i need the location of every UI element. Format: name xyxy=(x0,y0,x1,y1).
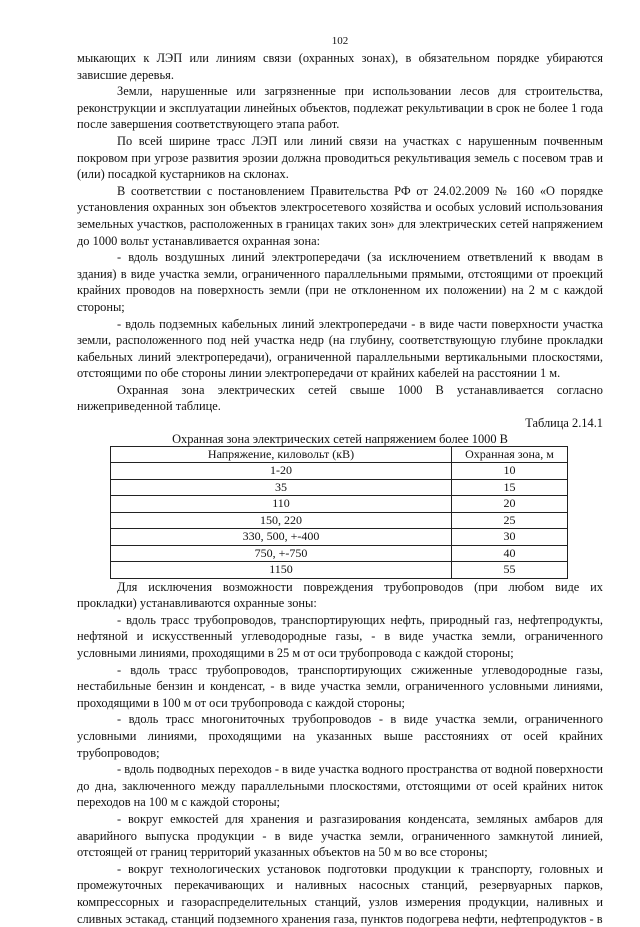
paragraph: Для исключения возможности повреждения трубопроводов (при любом виде их прокладки) устанавливаются охранные зоны: xyxy=(77,579,603,611)
list-item: - вокруг технологических установок подготовки продукции к транспорту, головных и промежуточных перекачивающих и наливных насосных станций, резервуарных парков, компрессорных и газораспределительных станций, узлов измерения продукции, наливных и сливных эстакад, станций подземного хранения газа, пунктов подогрева нефти, нефтепродуктов - в xyxy=(77,861,603,926)
column-header-zone: Охранная зона, м xyxy=(452,446,568,463)
list-item: - вдоль трасс трубопроводов, транспортирующих нефть, природный газ, нефтепродукты, нефтяной и искусственный углеводородные газы, - в виде участка земли, ограниченного условными линиями, проходящими в 25 м от оси трубопровода с каждой стороны; xyxy=(77,612,603,661)
paragraph: мыкающих к ЛЭП или линиям связи (охранных зонах), в обязательном порядке убираются зависшие деревья. xyxy=(77,51,603,82)
zone-cell: 30 xyxy=(452,529,568,546)
table-row xyxy=(111,496,568,513)
zone-cell: 25 xyxy=(452,512,568,529)
voltage-cell: 750, +-750 xyxy=(111,545,452,562)
list-item: - вдоль подводных переходов - в виде участка водного пространства от водной поверхности до дна, заключенного между параллельными плоскостями, отстоящими от осей крайних ниток переходов на 100 м с каждой стороны; xyxy=(77,762,603,810)
voltage-cell: 110 xyxy=(111,496,452,513)
table-row xyxy=(111,545,568,562)
paragraph: В соответствии с постановлением Правительства РФ от 24.02.2009 № 160 «О порядке установления охранных зон объектов электросетевого хозяйства и особых условий использования земельных участков, расположенных в границах таких зон» для электрических сетей напряжением до 1000 вольт устанавливается охранная зона: xyxy=(77,183,603,248)
list-item: - вдоль воздушных линий электропередачи (за исключением ответвлений к вводам в здания) в виде участка земли, ограниченного параллельными прямыми, отстоящими от проекций крайних проводов на поверхность земли (при не отклоненном их положении) на 2 м с каждой стороны; xyxy=(77,250,603,314)
voltage-cell: 150, 220 xyxy=(111,512,452,529)
voltage-cell: 1150 xyxy=(111,562,452,579)
table-row xyxy=(111,463,568,480)
table-row xyxy=(111,562,568,579)
paragraph: Земли, нарушенные или загрязненные при использовании лесов для строительства, реконструкции и эксплуатации линейных объектов, подлежат рекультивации в срок не более 1 года после завершения соответствующего этапа работ. xyxy=(77,84,603,132)
list-item: - вдоль трасс трубопроводов, транспортирующих сжиженные углеводородные газы, нестабильные бензин и конденсат, - в виде участка земли, ограниченного условными линиями, проходящими в 100 м от оси трубопровода с каждой стороны; xyxy=(77,662,603,710)
paragraph: По всей ширине трасс ЛЭП или линий связи на участках с нарушенным почвенным покровом при угрозе развития эрозии должна проводиться рекультивация земель с посевом трав и (или) посадкой кустарников на склонах. xyxy=(77,133,603,182)
table-row xyxy=(111,479,568,496)
table-label: Таблица 2.14.1 xyxy=(525,416,603,431)
table-row xyxy=(111,512,568,529)
list-item: - вдоль подземных кабельных линий электропередачи - в виде части поверхности участка земли, расположенного под ней участка недр (на глубину, соответствующую глубине прокладки кабельных линий электропередачи), ограниченной параллельными вертикальными плоскостями, отстоящими по обе стороны линии электропередачи от крайних кабелей на расстоянии 1 м. xyxy=(77,316,603,381)
zone-cell: 10 xyxy=(452,463,568,480)
table-row xyxy=(111,529,568,546)
paragraph: Охранная зона электрических сетей свыше 1000 В устанавливается согласно нижеприведенной таблице. xyxy=(77,382,603,414)
paragraphs-bottom xyxy=(77,579,603,927)
page-number: 102 xyxy=(331,35,349,47)
zone-cell: 20 xyxy=(452,496,568,513)
table-title: Охранная зона электрических сетей напряжением более 1000 В xyxy=(172,431,508,446)
table-header-row xyxy=(111,446,568,463)
zone-cell: 15 xyxy=(452,479,568,496)
protection-zone-table xyxy=(110,446,568,579)
zone-cell: 40 xyxy=(452,545,568,562)
document-page xyxy=(77,34,603,927)
voltage-cell: 35 xyxy=(111,479,452,496)
voltage-cell: 330, 500, +-400 xyxy=(111,529,452,546)
paragraphs-top xyxy=(77,50,603,415)
list-item: - вдоль трасс многониточных трубопроводов - в виде участка земли, ограниченного условными линиями, проходящими на указанных выше расстояниях от осей крайних трубопроводов; xyxy=(77,712,603,760)
zone-cell: 55 xyxy=(452,562,568,579)
list-item: - вокруг емкостей для хранения и разгазирования конденсата, земляных амбаров для аварийного выпуска продукции - в виде участка земли, ограниченного замкнутой линией, отстоящей от границ территорий указанных объектов на 50 м во все стороны; xyxy=(77,811,603,860)
column-header-voltage: Напряжение, киловольт (кВ) xyxy=(111,446,452,463)
voltage-cell: 1-20 xyxy=(111,463,452,480)
